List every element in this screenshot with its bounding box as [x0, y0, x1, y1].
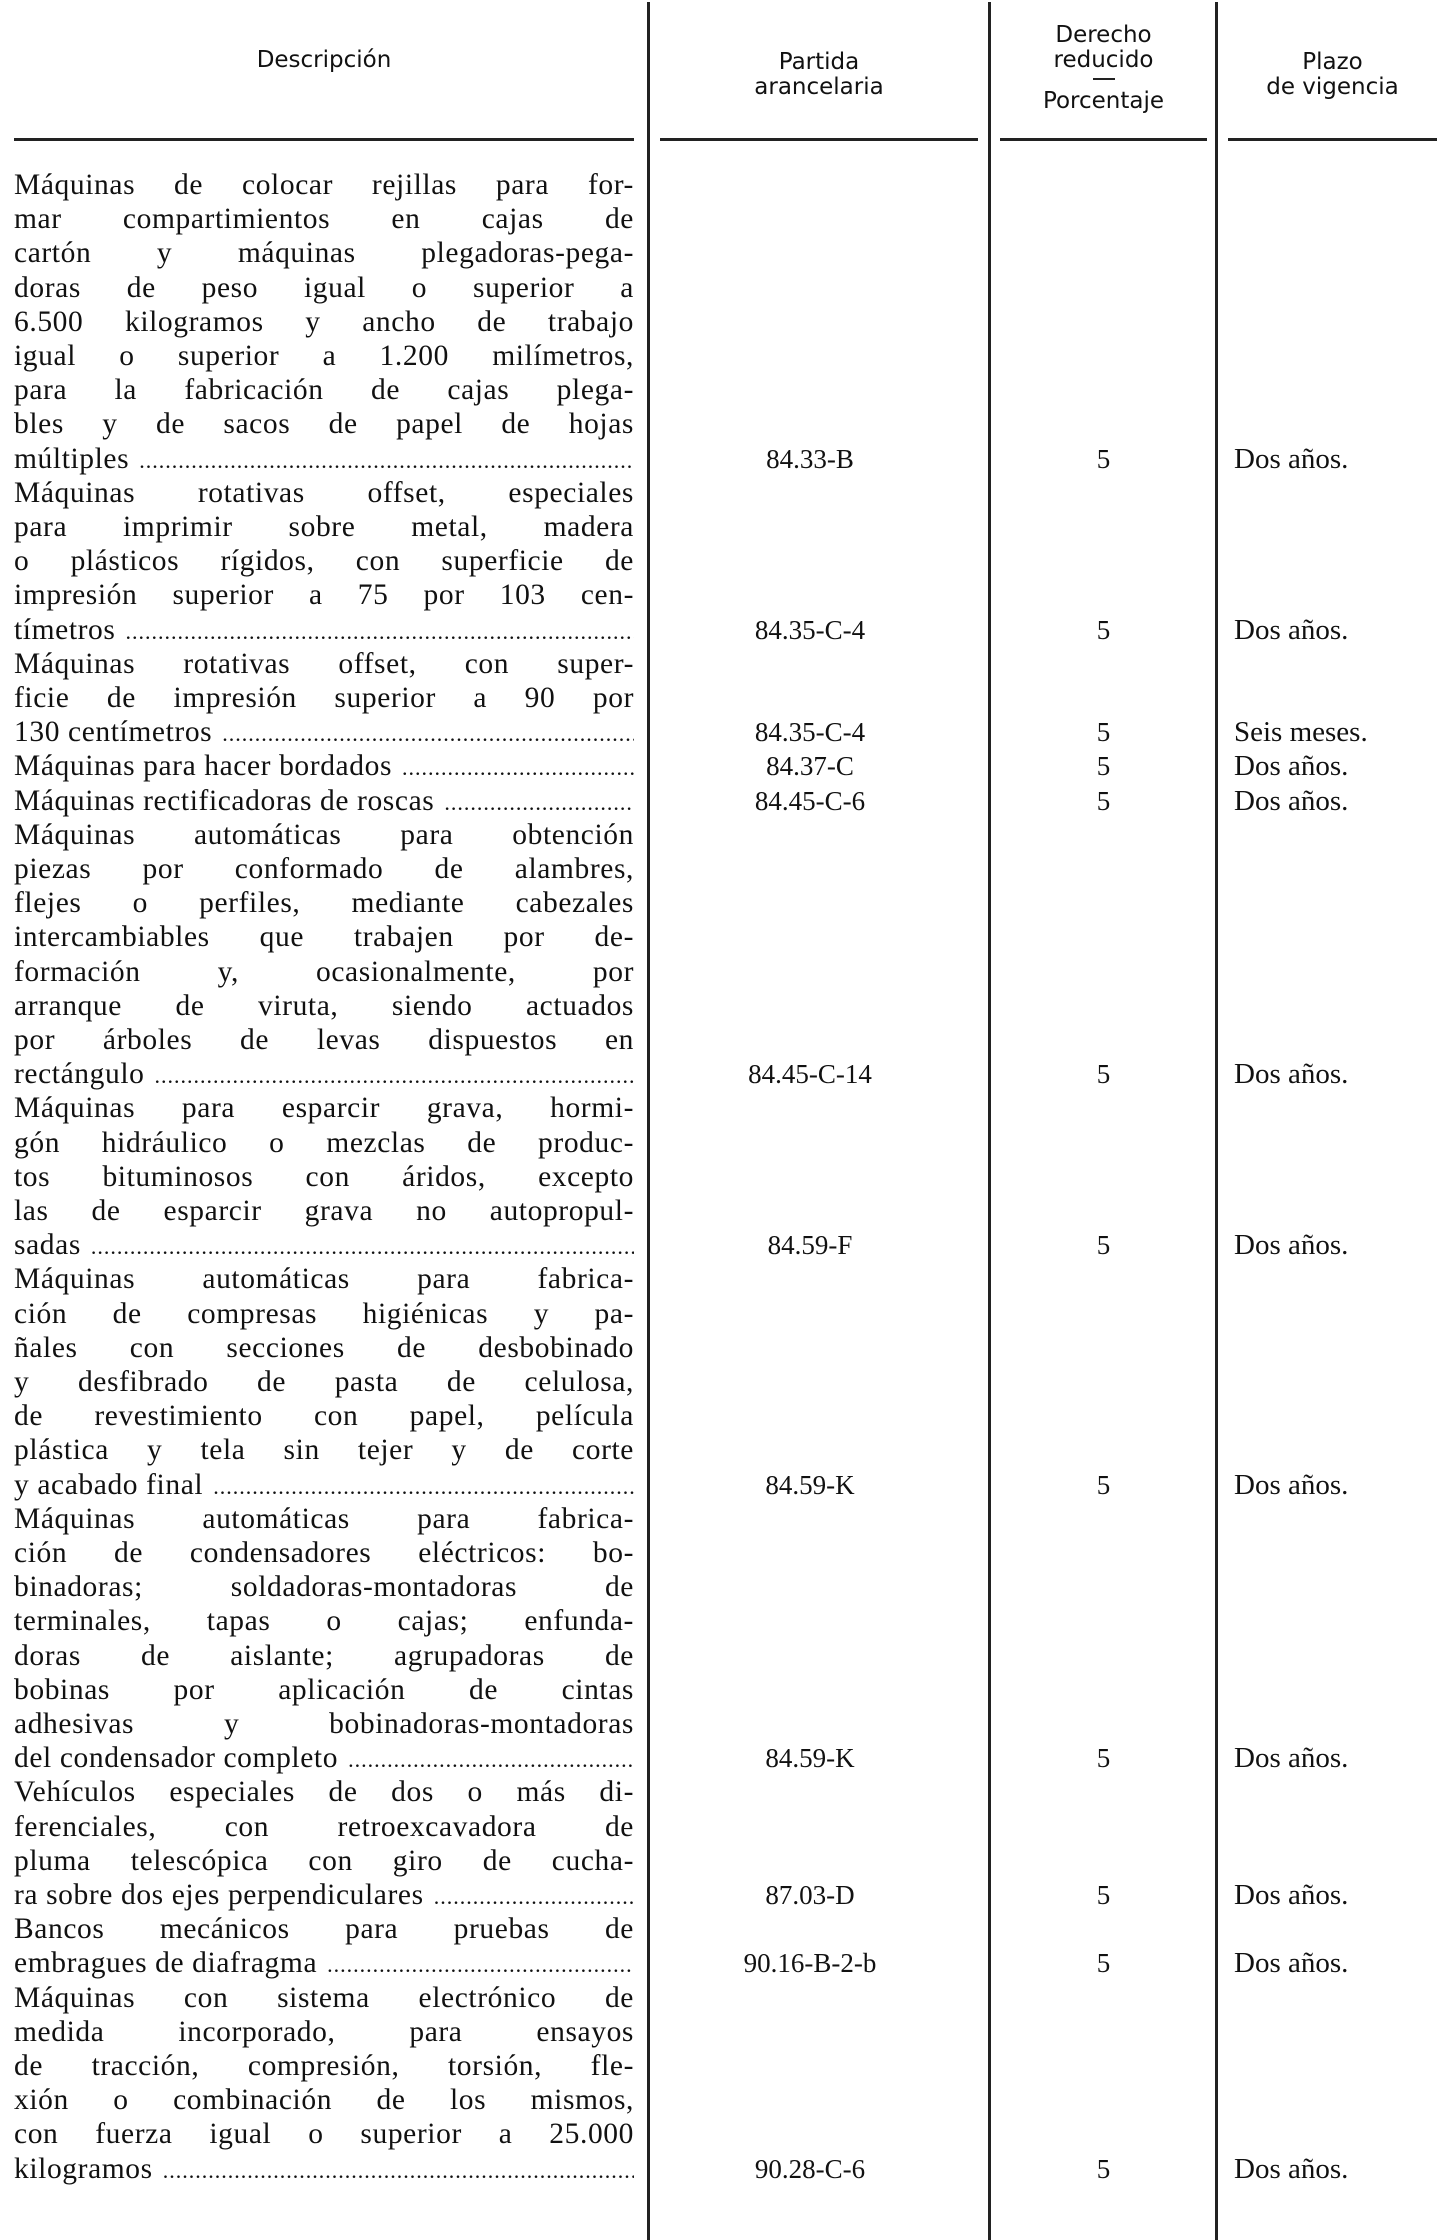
header-descripcion: [14, 0, 634, 136]
table-row: [0, 476, 1437, 647]
description-line: adhesivas y bobinadoras-montadoras: [14, 1707, 634, 1740]
description-line: bobinas por aplicación de cintas: [14, 1673, 634, 1706]
row-description: [14, 749, 634, 785]
description-line: las de esparcir grava no autopropul-: [14, 1194, 634, 1227]
description-line: Máquinas de colocar rejillas para for-: [14, 169, 634, 201]
partida-arancelaria: 90.16-B-2-b: [743, 1948, 877, 1979]
description-line-text: sadas: [14, 1229, 81, 1262]
description-line: 6.500 kilogramos y ancho de trabajo: [14, 305, 634, 338]
leader-dots: [348, 1741, 634, 1777]
header-partida-label-2: arancelaria: [754, 74, 884, 100]
description-line: impresión superior a 75 por 103 cen-: [14, 579, 634, 612]
plazo-vigencia: Dos años.: [1234, 750, 1349, 783]
leader-dots: [163, 2152, 634, 2188]
plazo-vigencia: Dos años.: [1234, 2152, 1349, 2185]
description-line: doras de peso igual o superior a: [14, 271, 634, 304]
leader-dots: [222, 715, 634, 751]
description-line: y desfibrado de pasta de celulosa,: [14, 1365, 634, 1398]
leader-dots: [125, 613, 634, 649]
derecho-reducido: 5: [1096, 1743, 1111, 1774]
description-line: [14, 784, 634, 820]
description-line: [14, 1228, 634, 1264]
table-row: [0, 1775, 1437, 1912]
description-line: formación y, ocasionalmente, por: [14, 955, 634, 988]
description-line-text: y acabado final: [14, 1468, 204, 1501]
description-line-text: 130 centímetros: [14, 716, 213, 749]
row-description: [14, 168, 634, 478]
description-line: gón hidráulico o mezclas de produc-: [14, 1126, 634, 1159]
derecho-reducido: 5: [1096, 443, 1111, 474]
plazo-vigencia: Seis meses.: [1234, 716, 1368, 749]
plazo-vigencia: Dos años.: [1234, 784, 1349, 817]
description-line-text: embragues de diafragma: [14, 1947, 318, 1980]
plazo-vigencia: Dos años.: [1234, 1058, 1349, 1091]
partida-arancelaria: 84.45-C-6: [754, 785, 866, 816]
description-line: medida incorporado, para ensayos: [14, 2015, 634, 2048]
derecho-reducido: 5: [1096, 717, 1111, 748]
description-line: ción de condensadores eléctricos: bo-: [14, 1536, 634, 1569]
partida-arancelaria: 87.03-D: [765, 1879, 855, 1910]
description-line: Máquinas rotativas offset, especiales: [14, 476, 634, 509]
description-line-text: tímetros: [14, 613, 116, 646]
header-plazo: [1228, 0, 1437, 136]
description-line: cartón y máquinas plegadoras-pega-: [14, 237, 634, 270]
plazo-vigencia: Dos años.: [1234, 1742, 1349, 1775]
plazo-vigencia: Dos años.: [1234, 1947, 1349, 1980]
description-line-text: múltiples: [14, 442, 130, 475]
derecho-reducido: 5: [1096, 2153, 1111, 2184]
description-line: ción de compresas higiénicas y pa-: [14, 1297, 634, 1330]
partida-arancelaria: 84.45-C-14: [748, 1059, 872, 1090]
table-row: [0, 749, 1437, 783]
leader-dots: [213, 1468, 634, 1504]
description-line: [14, 749, 634, 785]
header-plazo-label-2: de vigencia: [1266, 74, 1399, 100]
row-description: [14, 1091, 634, 1264]
row-description: [14, 1502, 634, 1778]
plazo-vigencia: Dos años.: [1234, 613, 1349, 646]
header-derecho-label-3: Porcentaje: [1042, 87, 1165, 114]
plazo-vigencia: Dos años.: [1234, 442, 1349, 475]
derecho-reducido: 5: [1096, 614, 1111, 645]
table-row: [0, 1262, 1437, 1501]
description-line: piezas por conformado de alambres,: [14, 852, 634, 885]
description-line: o plásticos rígidos, con superficie de: [14, 545, 634, 578]
derecho-reducido: 5: [1096, 1059, 1111, 1090]
table-row: [0, 784, 1437, 818]
description-line-text: rectángulo: [14, 1058, 145, 1091]
header-derecho-label-2: reducido: [1053, 46, 1154, 73]
description-line: [14, 1057, 634, 1093]
description-line: terminales, tapas o cajas; enfunda-: [14, 1605, 634, 1638]
description-line-text: ra sobre dos ejes perpendiculares: [14, 1878, 424, 1911]
description-line: xión o combinación de los mismos,: [14, 2084, 634, 2117]
table-row: [0, 1502, 1437, 1776]
header-partida: [660, 0, 978, 136]
description-line-text: Máquinas rectificadoras de roscas: [14, 784, 435, 817]
leader-dots: [91, 1228, 634, 1264]
partida-arancelaria: 84.37-C: [766, 751, 854, 782]
description-line-text: Máquinas para hacer bordados: [14, 750, 393, 783]
leader-dots: [327, 1946, 634, 1982]
description-line: arranque de viruta, siendo actuados: [14, 989, 634, 1022]
row-description: [14, 818, 634, 1094]
description-line: ficie de impresión superior a 90 por: [14, 681, 634, 714]
row-description: [14, 1912, 634, 1982]
description-line: con fuerza igual o superior a 25.000: [14, 2118, 634, 2151]
table-row: [0, 1981, 1437, 2186]
derecho-reducido: 5: [1096, 785, 1111, 816]
plazo-vigencia: Dos años.: [1234, 1468, 1349, 1501]
description-line: Bancos mecánicos para pruebas de: [14, 1913, 634, 1946]
description-line: bles y de sacos de papel de hojas: [14, 408, 634, 441]
description-line: [14, 715, 634, 751]
row-description: [14, 647, 634, 752]
row-description: [14, 1262, 634, 1503]
description-line: [14, 1878, 634, 1914]
description-line: [14, 613, 634, 649]
row-description: [14, 1775, 634, 1914]
description-line: Vehículos especiales de dos o más di-: [14, 1776, 634, 1809]
description-line: para la fabricación de cajas plega-: [14, 374, 634, 407]
derecho-reducido: 5: [1096, 1230, 1111, 1261]
description-line: binadoras; soldadoras-montadoras de: [14, 1571, 634, 1604]
description-line: [14, 1946, 634, 1982]
description-line: tos bituminosos con áridos, excepto: [14, 1160, 634, 1193]
partida-arancelaria: 90.28-C-6: [754, 2153, 866, 2184]
leader-dots: [402, 749, 634, 785]
partida-arancelaria: 84.35-C-4: [754, 614, 866, 645]
table-row: [0, 168, 1437, 476]
description-line: plástica y tela sin tejer y de corte: [14, 1434, 634, 1467]
header-descripcion-label: Descripción: [256, 47, 392, 73]
plazo-vigencia: Dos años.: [1234, 1229, 1349, 1262]
description-line: [14, 2152, 634, 2188]
header-rule-derecho: [1000, 138, 1207, 141]
table-row: [0, 1912, 1437, 1980]
row-description: [14, 476, 634, 649]
table-row: [0, 1091, 1437, 1262]
description-line: Máquinas rotativas offset, con super-: [14, 647, 634, 680]
description-line: para imprimir sobre metal, madera: [14, 510, 634, 543]
derecho-reducido: 5: [1096, 751, 1111, 782]
header-rule-partida: [660, 138, 978, 141]
description-line: Máquinas automáticas para obtención: [14, 818, 634, 851]
partida-arancelaria: 84.59-K: [765, 1743, 855, 1774]
description-line: Máquinas automáticas para fabrica-: [14, 1263, 634, 1296]
header-derecho: [1000, 0, 1207, 136]
partida-arancelaria: 84.33-B: [766, 443, 854, 474]
description-line: doras de aislante; agrupadoras de: [14, 1639, 634, 1672]
description-line: Máquinas con sistema electrónico de: [14, 1981, 634, 2014]
description-line: ferenciales, con retroexcavadora de: [14, 1810, 634, 1843]
header-partida-label-1: Partida: [778, 49, 860, 75]
description-line: igual o superior a 1.200 milímetros,: [14, 339, 634, 372]
description-line: ñales con secciones de desbobinado: [14, 1331, 634, 1364]
header-rule-descripcion: [14, 138, 634, 141]
leader-dots: [139, 442, 634, 478]
description-line: de revestimiento con papel, película: [14, 1400, 634, 1433]
header-derecho-label-1: Derecho: [1055, 21, 1152, 48]
description-line: flejes o perfiles, mediante cabezales: [14, 887, 634, 920]
description-line: [14, 1468, 634, 1504]
description-line: por árboles de levas dispuestos en: [14, 1023, 634, 1056]
partida-arancelaria: 84.59-K: [765, 1469, 855, 1500]
description-line: [14, 442, 634, 478]
description-line: Máquinas automáticas para fabrica-: [14, 1502, 634, 1535]
derecho-reducido: 5: [1096, 1948, 1111, 1979]
leader-dots: [434, 1878, 634, 1914]
table-row: [0, 818, 1437, 1092]
plazo-vigencia: Dos años.: [1234, 1878, 1349, 1911]
description-line: [14, 1741, 634, 1777]
description-line: intercambiables que trabajen por de-: [14, 921, 634, 954]
header-rule-plazo: [1228, 138, 1437, 141]
leader-dots: [155, 1057, 635, 1093]
table-row: [0, 647, 1437, 750]
header-derecho-dash: [1093, 78, 1115, 80]
partida-arancelaria: 84.59-F: [767, 1230, 853, 1261]
row-description: [14, 1981, 634, 2188]
description-line: mar compartimientos en cajas de: [14, 203, 634, 236]
description-line-text: del condensador completo: [14, 1742, 339, 1775]
description-line: de tracción, compresión, torsión, fle-: [14, 2049, 634, 2082]
header-plazo-label-1: Plazo: [1302, 49, 1363, 75]
description-line: Máquinas para esparcir grava, hormi-: [14, 1092, 634, 1125]
description-line-text: kilogramos: [14, 2152, 153, 2185]
description-line: pluma telescópica con giro de cucha-: [14, 1844, 634, 1877]
derecho-reducido: 5: [1096, 1879, 1111, 1910]
partida-arancelaria: 84.35-C-4: [754, 717, 866, 748]
row-description: [14, 784, 634, 820]
derecho-reducido: 5: [1096, 1469, 1111, 1500]
leader-dots: [444, 784, 634, 820]
